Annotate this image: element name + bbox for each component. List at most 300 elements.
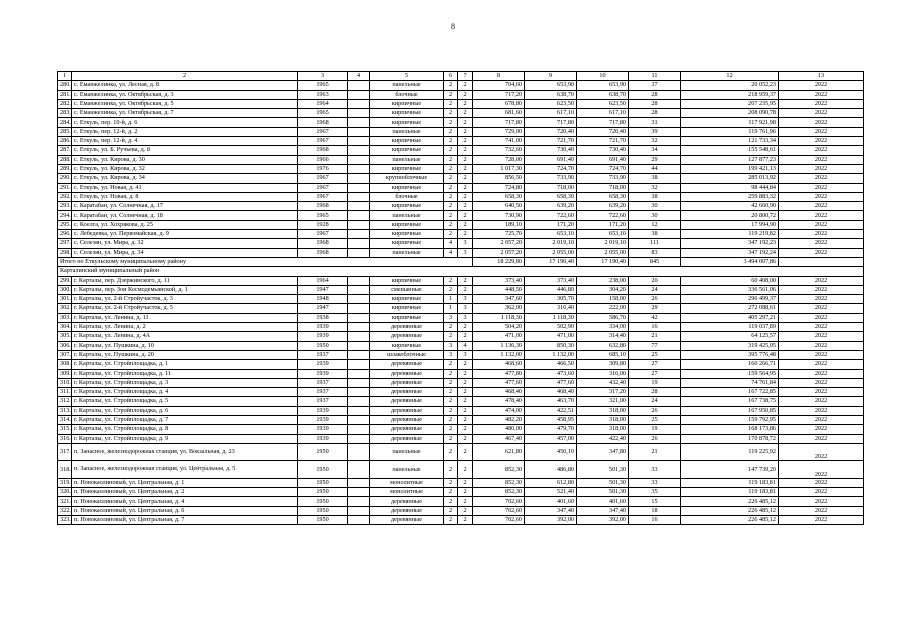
residents: 77 [629,341,681,350]
repair-cost: 64 125,57 [681,332,779,341]
planned-year: 2022 [779,304,864,313]
year-built: 1967 [298,174,348,183]
year-commission [348,434,370,443]
address: г. Карталы, ул. Стройплощадка, д. 11 [72,369,298,378]
address: г. Карталы, ул. 2-й Стройучасток, д. 3 [72,295,298,304]
owned-area: 722,60 [577,211,629,220]
living-area: 1 132,00 [525,350,577,359]
entrances: 2 [458,360,473,369]
repair-cost: 218 959,37 [681,90,779,99]
row-number: 284. [58,118,72,127]
total-area: 725,70 [473,230,525,239]
address: с. Еманжелинка, ул. Октябрьская, д. 7 [72,109,298,118]
residents: 25 [629,350,681,359]
year-commission [348,164,370,173]
column-number: 13 [779,72,864,81]
year-built: 1976 [298,164,348,173]
living-area: 463,70 [525,397,577,406]
residents: 29 [629,304,681,313]
planned-year: 2022 [779,146,864,155]
address: с. Еткуль, ул. Новая, д. 8 [72,192,298,201]
repair-cost: 121 733,34 [681,137,779,146]
wall-material: деревянные [370,378,444,387]
year-commission [348,397,370,406]
total-area: 2 057,20 [473,248,525,257]
planned-year: 2022 [779,434,864,443]
column-number: 10 [577,72,629,81]
planned-year: 2022 [779,248,864,257]
entrances: 2 [458,276,473,285]
wall-material: деревянные [370,388,444,397]
total-area: 467,40 [473,434,525,443]
row-number: 283. [58,109,72,118]
address: п. Новокаолиновый, ул. Центральная, д. 7 [72,516,298,525]
planned-year: 2022 [779,415,864,424]
year-commission [348,295,370,304]
repair-cost: 119 225,92 [681,443,779,461]
total-area: 730,90 [473,211,525,220]
address: г. Карталы, ул. Стройплощадка, д. 5 [72,397,298,406]
owned-area: 316,00 [577,369,629,378]
floors: 2 [444,183,458,192]
total-area: 1 132,00 [473,350,525,359]
residents: 21 [629,443,681,461]
year-built: 1938 [298,313,348,322]
owned-area: 238,00 [577,276,629,285]
residents: 42 [629,313,681,322]
address: с. Еманжелинка, ул. Лесная, д. 8 [72,81,298,90]
residents: 38 [629,192,681,201]
floors: 2 [444,155,458,164]
entrances: 2 [458,369,473,378]
owned-area: 304,20 [577,285,629,294]
row-number: 303. [58,313,72,322]
planned-year: 2022 [779,461,864,479]
repair-cost: 160 266,71 [681,360,779,369]
planned-year: 2022 [779,360,864,369]
total-area: 678,80 [473,99,525,108]
floors: 2 [444,164,458,173]
floors: 2 [444,202,458,211]
address: с. Селезян, ул. Мира, д. 32 [72,239,298,248]
living-area: 471,00 [525,332,577,341]
wall-material: шлакоблочные [370,350,444,359]
living-area: 446,80 [525,285,577,294]
entrances: 2 [458,434,473,443]
residents: 29 [629,155,681,164]
floors: 2 [444,506,458,515]
year-commission [348,332,370,341]
section-label: Карталинский муниципальный район [58,267,864,276]
row-number: 289. [58,164,72,173]
row-number: 296. [58,230,72,239]
living-area: 479,70 [525,425,577,434]
row-number: 322. [58,506,72,515]
entrances: 2 [458,415,473,424]
wall-material: кирпичные [370,183,444,192]
row-number: 280. [58,81,72,90]
owned-area: 632,80 [577,341,629,350]
entrances: 2 [458,81,473,90]
floors: 2 [444,434,458,443]
repair-cost: 226 485,12 [681,516,779,525]
repair-cost: 347 192,23 [681,239,779,248]
year-built: 1963 [298,90,348,99]
planned-year: 2022 [779,174,864,183]
living-area: 730,40 [525,146,577,155]
year-built: 1939 [298,360,348,369]
row-number: 313. [58,406,72,415]
residents: 32 [629,183,681,192]
table-row [58,350,864,359]
year-commission [348,248,370,257]
total-area: 482,20 [473,415,525,424]
year-commission [348,174,370,183]
entrances: 2 [458,378,473,387]
table-row [58,211,864,220]
owned-area: 347,40 [577,506,629,515]
residents: 19 [629,378,681,387]
owned-area: 318,00 [577,406,629,415]
floors: 2 [444,415,458,424]
repair-cost: 168 173,86 [681,425,779,434]
total-area: 717,80 [473,118,525,127]
year-built: 1965 [298,81,348,90]
living-area: 612,80 [525,478,577,487]
residents: 20 [629,276,681,285]
residents: 18 [629,506,681,515]
repair-cost: 98 444,84 [681,183,779,192]
residents: 83 [629,248,681,257]
living-area: 392,00 [525,516,577,525]
living-area: 653,90 [525,81,577,90]
floors: 2 [444,230,458,239]
table-row [58,230,864,239]
living-area: 2 019,10 [525,239,577,248]
living-area: 521,40 [525,488,577,497]
planned-year: 2022 [779,506,864,515]
table-row [58,313,864,322]
table-row [58,276,864,285]
living-area: 401,60 [525,497,577,506]
floors: 2 [444,461,458,479]
owned-area: 501,30 [577,488,629,497]
address: п. Новокаолиновый, ул. Центральная, д. 6 [72,506,298,515]
table-row [58,137,864,146]
column-number: 3 [298,72,348,81]
address: п. Новокаолиновый, ул. Центральная, д. 2 [72,488,298,497]
floors: 2 [444,478,458,487]
total-area: 741,00 [473,137,525,146]
row-number: 315. [58,425,72,434]
row-number: 292. [58,192,72,201]
address: г. Карталы, ул. Стройплощадка, д. 7 [72,415,298,424]
entrances: 3 [458,313,473,322]
planned-year: 2022 [779,155,864,164]
planned-year: 2022 [779,332,864,341]
year-built: 1950 [298,461,348,479]
year-built: 1950 [298,506,348,515]
residents: 24 [629,285,681,294]
table-row [58,155,864,164]
row-number: 312. [58,397,72,406]
address: с. Лебедевка, ул. Первомайская, д. 9 [72,230,298,239]
address: г. Карталы, ул. Ленина, д. 2 [72,323,298,332]
wall-material: панельные [370,443,444,461]
year-commission [348,90,370,99]
year-built: 1968 [298,202,348,211]
owned-area: 730,40 [577,146,629,155]
address: г. Карталы, пер. Дзержинского, д. 11 [72,276,298,285]
wall-material: деревянные [370,397,444,406]
year-commission [348,220,370,229]
living-area: 617,10 [525,109,577,118]
wall-material: кирпичные [370,276,444,285]
owned-area: 623,50 [577,99,629,108]
total-area: 724,80 [473,183,525,192]
total-area: 717,20 [473,90,525,99]
table-row [58,478,864,487]
table-row [58,434,864,443]
row-number: 295. [58,220,72,229]
planned-year: 2022 [779,239,864,248]
owned-area: 401,60 [577,497,629,506]
floors: 2 [444,118,458,127]
row-number: 314. [58,415,72,424]
planned-year: 2022 [779,478,864,487]
year-built: 1968 [298,248,348,257]
year-built: 1950 [298,497,348,506]
total-area: 621,80 [473,443,525,461]
repair-cost: 167 738,75 [681,397,779,406]
total-area-owned: 17 190,40 [577,257,629,266]
year-built: 1950 [298,443,348,461]
entrances: 2 [458,332,473,341]
row-number: 319. [58,478,72,487]
floors: 2 [444,388,458,397]
living-area: 722,60 [525,211,577,220]
table-row [58,497,864,506]
table-row [58,174,864,183]
residents: 27 [629,360,681,369]
year-commission [348,285,370,294]
owned-area: 501,30 [577,478,629,487]
owned-area: 2 055,00 [577,248,629,257]
address: с. Каратабан, ул. Солнечная, д. 17 [72,202,298,211]
total-area: 468,60 [473,360,525,369]
district-total-row [58,257,864,266]
living-area: 638,70 [525,90,577,99]
row-number: 306. [58,341,72,350]
living-area: 316,40 [525,304,577,313]
living-area: 422,51 [525,406,577,415]
total-area: 2 057,20 [473,239,525,248]
year-built: 1947 [298,285,348,294]
row-number: 323. [58,516,72,525]
table-row [58,378,864,387]
table-row [58,81,864,90]
planned-year: 2022 [779,388,864,397]
wall-material: кирпичные [370,99,444,108]
total-area: 478,40 [473,397,525,406]
housing-table [57,71,864,525]
wall-material: деревянные [370,369,444,378]
total-area: 189,10 [473,220,525,229]
year-built: 1939 [298,369,348,378]
wall-material: панельные [370,248,444,257]
entrances: 2 [458,406,473,415]
total-area: 658,30 [473,192,525,201]
entrances: 2 [458,99,473,108]
address: г. Карталы, ул. Стройплощадка, д. 6 [72,406,298,415]
repair-cost: 119 183,81 [681,478,779,487]
residents: 30 [629,211,681,220]
table-row [58,425,864,434]
entrances: 2 [458,285,473,294]
entrances: 3 [458,304,473,313]
column-number: 1 [58,72,72,81]
year-commission [348,378,370,387]
floors: 2 [444,369,458,378]
floors: 2 [444,192,458,201]
table-row [58,239,864,248]
entrances: 3 [458,295,473,304]
planned-year: 2022 [779,137,864,146]
entrances: 2 [458,164,473,173]
row-number: 300. [58,285,72,294]
address: г. Карталы, пер. Зои Космодемьянской, д. 1 [72,285,298,294]
total-area: 474,00 [473,406,525,415]
row-number: 318. [58,461,72,479]
floors: 2 [444,127,458,136]
owned-area: 718,00 [577,183,629,192]
year-commission [348,118,370,127]
entrances: 2 [458,174,473,183]
owned-area: 638,70 [577,90,629,99]
owned-area: 309,80 [577,360,629,369]
total-area: 471,00 [473,332,525,341]
owned-area: 721,70 [577,137,629,146]
residents: 26 [629,406,681,415]
living-area: 486,80 [525,461,577,479]
residents: 15 [629,497,681,506]
wall-material: смешанные [370,285,444,294]
column-number: 6 [444,72,458,81]
table-row [58,183,864,192]
column-number: 2 [72,72,298,81]
table-row [58,164,864,173]
total-area: 448,50 [473,285,525,294]
total-area: 373,40 [473,276,525,285]
owned-area: 318,00 [577,415,629,424]
total-area: 1 118,30 [473,313,525,322]
year-built: 1964 [298,99,348,108]
year-built: 1950 [298,478,348,487]
row-number: 304. [58,323,72,332]
address: п. Запасное, железнодорожная станция, ул. Центральная, д. 5 [72,461,298,479]
living-area: 458,95 [525,415,577,424]
living-area: 171,20 [525,220,577,229]
residents: 19 [629,425,681,434]
total-area: 729,00 [473,127,525,136]
planned-year: 2022 [779,425,864,434]
owned-area: 717,80 [577,118,629,127]
living-area: 466,50 [525,360,577,369]
owned-area: 314,40 [577,332,629,341]
residents: 33 [629,461,681,479]
owned-area: 720,40 [577,127,629,136]
address: г. Карталы, ул. Стройплощадка, д. 1 [72,360,298,369]
floors: 2 [444,360,458,369]
year-commission [348,99,370,108]
living-area: 473,60 [525,369,577,378]
year-commission [348,192,370,201]
row-number: 293. [58,202,72,211]
address: с. Еткуль, ул. Новая, д. 41 [72,183,298,192]
wall-material: деревянные [370,506,444,515]
owned-area: 347,80 [577,443,629,461]
table-row [58,332,864,341]
row-number: 307. [58,350,72,359]
year-built: 1937 [298,388,348,397]
row-number: 309. [58,369,72,378]
residents: 25 [629,415,681,424]
owned-area: 422,40 [577,434,629,443]
floors: 2 [444,406,458,415]
table-row [58,109,864,118]
table-row [58,220,864,229]
entrances: 2 [458,155,473,164]
year-commission [348,341,370,350]
planned-year: 2022 [779,230,864,239]
total-area: 702,60 [473,506,525,515]
living-area: 347,40 [525,506,577,515]
table-row [58,388,864,397]
table-row [58,488,864,497]
residents: 34 [629,146,681,155]
owned-area: 639,20 [577,202,629,211]
column-number: 4 [348,72,370,81]
entrances: 2 [458,211,473,220]
repair-cost: 226 485,12 [681,506,779,515]
planned-year: 2022 [779,295,864,304]
planned-year: 2022 [779,350,864,359]
planned-year: 2022 [779,109,864,118]
total-area: 852,30 [473,478,525,487]
repair-cost: 259 883,32 [681,192,779,201]
planned-year: 2022 [779,192,864,201]
year-built: 1967 [298,183,348,192]
living-area: 691,40 [525,155,577,164]
district-section-row [58,267,864,276]
total-residents: 845 [629,257,681,266]
entrances: 2 [458,388,473,397]
row-number: 298. [58,248,72,257]
row-number: 305. [58,332,72,341]
address: с. Еткуль, пер. 12-й, д. 4 [72,137,298,146]
floors: 2 [444,211,458,220]
wall-material: деревянные [370,323,444,332]
wall-material: деревянные [370,497,444,506]
year-commission [348,516,370,525]
table-row [58,118,864,127]
year-commission [348,127,370,136]
total-area: 702,60 [473,516,525,525]
entrances: 2 [458,118,473,127]
address: с. Еманжелинка, ул. Октябрьская, д. 5 [72,99,298,108]
year-built: 1964 [298,276,348,285]
page-number: 8 [451,22,455,31]
